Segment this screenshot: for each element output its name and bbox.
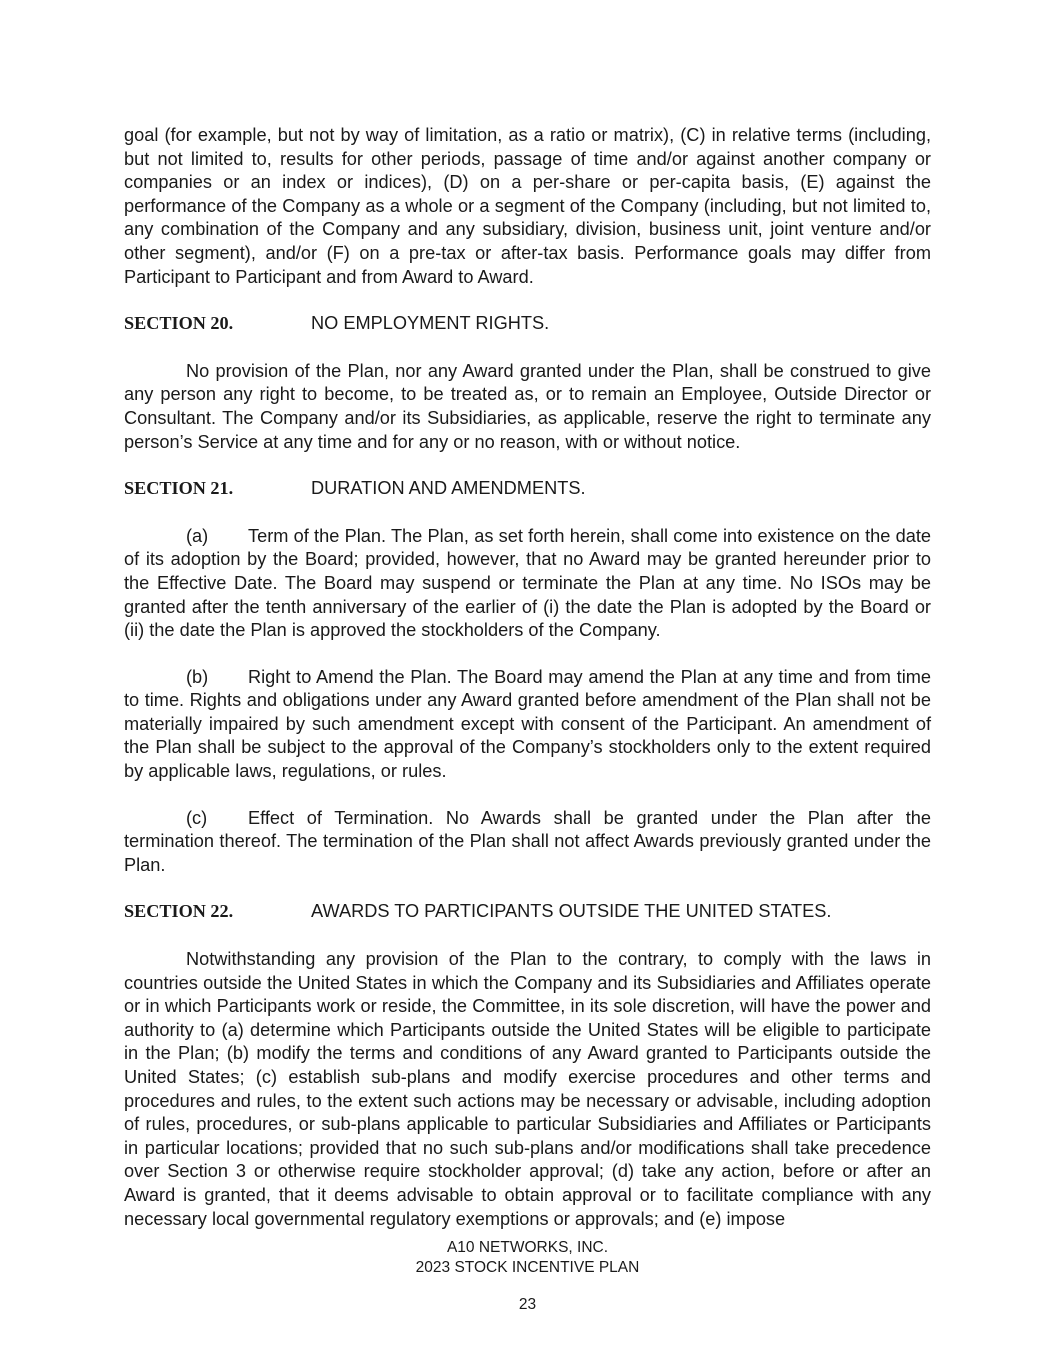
section-20-paragraph: No provision of the Plan, nor any Award granted under the Plan, shall be construed to give any person any right to become, to be treated as, or to remain an Employee, Outside Director or Consultant. The Company and/or its Subsidiaries, as applicable, reserve the right to terminate any person’s Service at any time and for any or no reason, with or without notice. (124, 360, 931, 452)
document-page (124, 124, 931, 1254)
subsection-text: Term of the Plan. The Plan, as set forth herein, shall come into existence on the date of its adoption by the Board; provided, however, that no Award may be granted hereunder prior to the Effective Date. The Board may suspend or terminate the Plan at any time. No ISOs may be granted after the tenth anniversary of the earlier of (i) the date the Plan is adopted by the Board or (ii) the date the Plan is approved the stockholders of the Company. (124, 525, 931, 641)
subsection-label: (b) (186, 666, 209, 687)
section-20-heading (124, 312, 931, 336)
subsection-text: Effect of Termination. No Awards shall be granted under the Plan after the termination thereof. The termination of the Plan shall not affect Awards previously granted under the Plan. (124, 807, 931, 875)
footer-plan: 2023 STOCK INCENTIVE PLAN (415, 1258, 640, 1276)
subsection-label: (c) (186, 807, 208, 828)
section-number: SECTION 22. (124, 901, 234, 922)
subsection-a-paragraph (124, 525, 931, 643)
page-footer (0, 1238, 1055, 1315)
subsection-label: (a) (186, 525, 209, 546)
section-21-heading (124, 477, 931, 501)
page-number: 23 (518, 1296, 537, 1313)
intro-paragraph: goal (for example, but not by way of limitation, as a ratio or matrix), (C) in relative terms (including, but not limited to, results for other periods, passage of time and/or against another company or companies or an index or indices), (D) on a per-share or per-capita basis, (E) against the performance of the Company as a whole or a segment of the Company (including, but not limited to, any combination of the Company and any subsidiary, division, business unit, joint venture and/or other segment), and/or (F) on a pre-tax or after-tax basis. Performance goals may differ from Participant to Participant and from Award to Award. (124, 125, 931, 287)
subsection-text: Right to Amend the Plan. The Board may amend the Plan at any time and from time to time. Rights and obligations under any Award granted before amendment of the Plan shall not be materially impaired by such amendment except with consent of the Participant. An amendment of the Plan shall be subject to the approval of the Company’s stockholders only to the extent required by applicable laws, regulations, or rules. (124, 666, 931, 782)
section-number: SECTION 21. (124, 478, 234, 499)
footer-company: A10 NETWORKS, INC. (446, 1239, 609, 1256)
section-title: AWARDS TO PARTICIPANTS OUTSIDE THE UNITED STATES. (311, 901, 832, 922)
section-title: NO EMPLOYMENT RIGHTS. (311, 313, 550, 334)
section-title: DURATION AND AMENDMENTS. (311, 478, 586, 499)
section-22-paragraph: Notwithstanding any provision of the Plan to the contrary, to comply with the laws in countries outside the United States in which the Company and its Subsidiaries and Affiliates operate or in which Participants work or reside, the Committee, in its sole discretion, will have the power and authority to (a) determine which Participants outside the United States will be eligible to participate in the Plan; (b) modify the terms and conditions of any Award granted to Participants outside the United States; (c) establish sub-plans and modify exercise procedures and other terms and procedures and rules, to the extent such actions may be necessary or advisable, including adoption of rules, procedures, or sub-plans applicable to particular Subsidiaries and Affiliates or Participants in particular locations; provided that no such sub-plans and/or modifications shall take precedence over Section 3 or otherwise require stockholder approval; (d) take any action, before or after an Award is granted, that it deems advisable to obtain approval or to facilitate compliance with any necessary local governmental regulatory exemptions or approvals; and (e) impose (124, 949, 931, 1229)
subsection-b-paragraph (124, 666, 931, 784)
section-22-heading (124, 900, 931, 924)
section-number: SECTION 20. (124, 313, 234, 334)
subsection-c-paragraph (124, 807, 931, 878)
